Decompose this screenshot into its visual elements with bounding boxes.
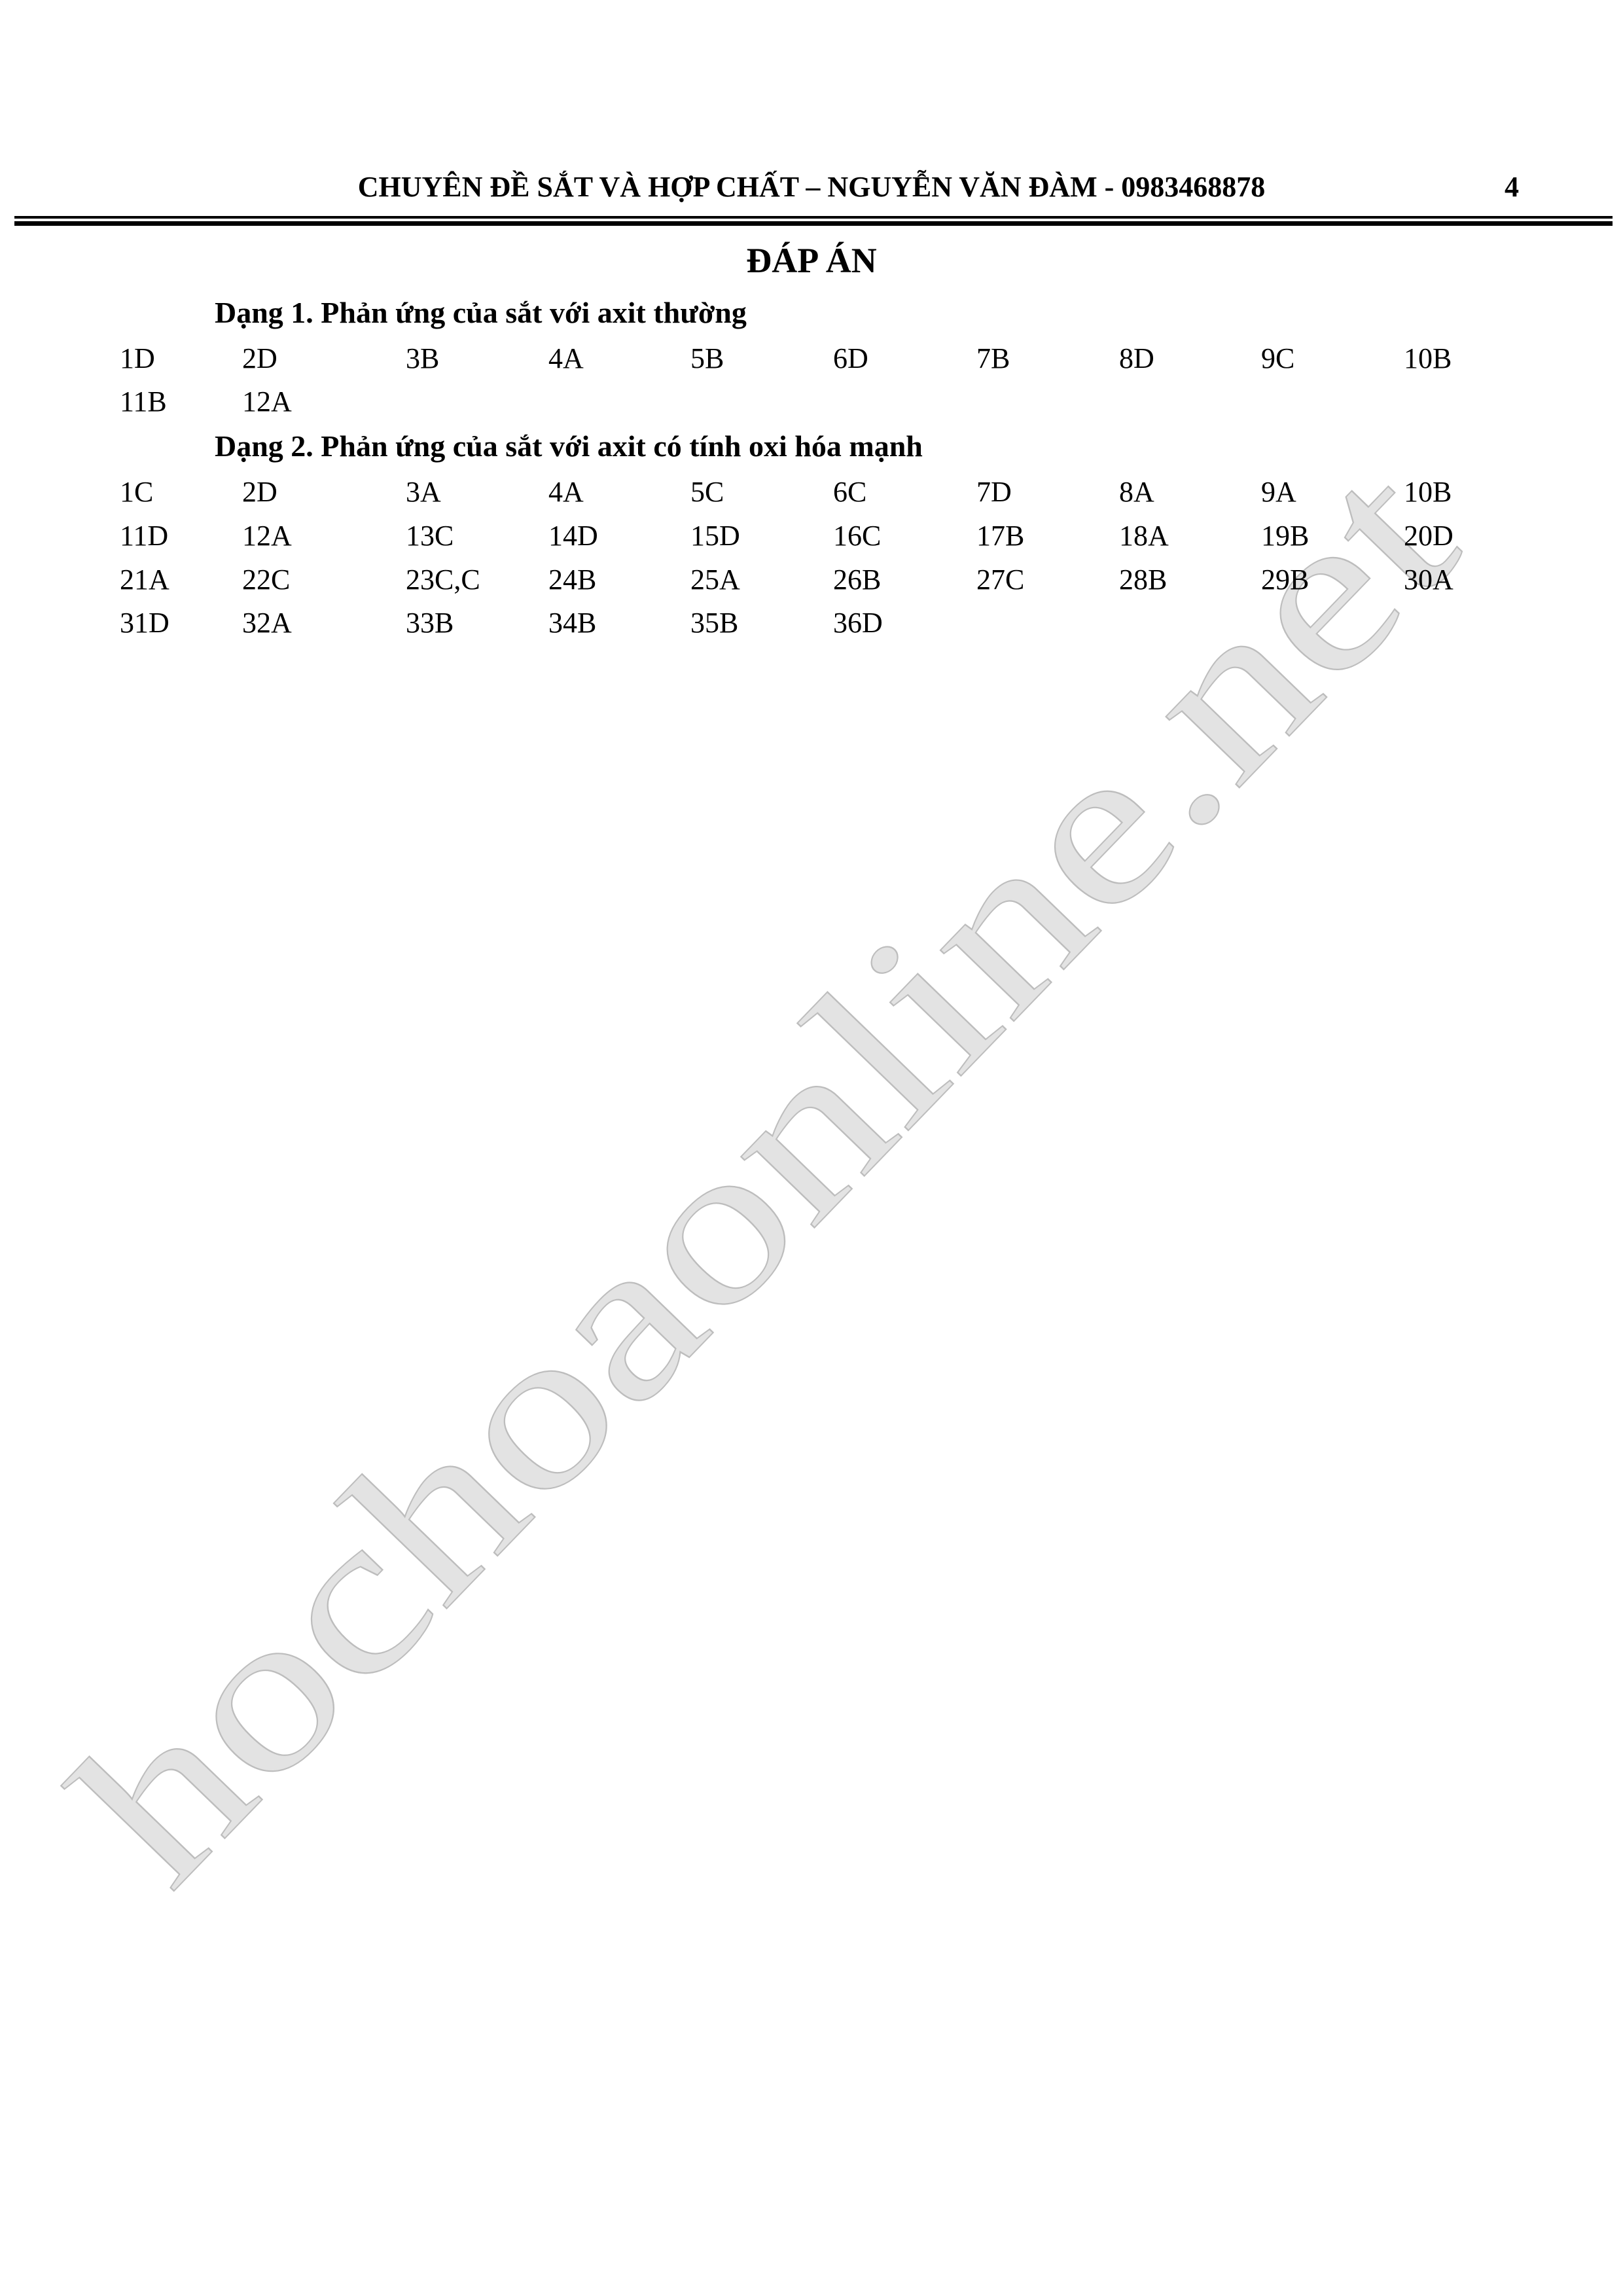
- answer-cell: 12A: [242, 386, 292, 418]
- answer-cell: 6D: [833, 342, 868, 374]
- answer-cell: 30A: [1404, 564, 1454, 596]
- answer-cell: 10B: [1404, 342, 1452, 374]
- answer-row: [0, 516, 1623, 556]
- answer-cell: 35B: [690, 607, 739, 639]
- answer-cell: 29B: [1261, 564, 1310, 596]
- header-rule-thin: [14, 216, 1613, 219]
- answer-cell: 1D: [120, 342, 155, 374]
- answer-cell: 19B: [1261, 520, 1310, 552]
- header-title: CHUYÊN ĐỀ SẮT VÀ HỢP CHẤT – NGUYỄN VĂN ĐÀM - 0983468878: [357, 171, 1266, 203]
- answer-cell: 6C: [833, 476, 867, 508]
- answer-cell: 2D: [242, 476, 277, 508]
- answer-cell: 15D: [690, 520, 740, 552]
- answer-cell: 34B: [548, 607, 597, 639]
- answer-cell: 22C: [242, 564, 291, 596]
- answer-cell: 26B: [833, 564, 882, 596]
- answer-cell: 18A: [1119, 520, 1169, 552]
- answer-cell: 7B: [976, 342, 1010, 374]
- answer-cell: 8D: [1119, 342, 1154, 374]
- answer-cell: 10B: [1404, 476, 1452, 508]
- answer-cell: 1C: [120, 476, 154, 508]
- answer-cell: 31D: [120, 607, 169, 639]
- answer-cell: 4A: [548, 342, 584, 374]
- answer-cell: 32A: [242, 607, 292, 639]
- answer-cell: 27C: [976, 564, 1025, 596]
- header-rule-thick: [14, 221, 1613, 226]
- answer-cell: 12A: [242, 520, 292, 552]
- answer-cell: 8A: [1119, 476, 1154, 508]
- answer-cell: 36D: [833, 607, 883, 639]
- answer-cell: 16C: [833, 520, 882, 552]
- answer-cell: 20D: [1404, 520, 1454, 552]
- answer-cell: 28B: [1119, 564, 1168, 596]
- watermark-text: hochoaonline.net: [27, 659, 1266, 1929]
- answer-cell: 17B: [976, 520, 1025, 552]
- answer-row: [0, 603, 1623, 643]
- answer-cell: 25A: [690, 564, 740, 596]
- answer-cell: 4A: [548, 476, 584, 508]
- answer-key-title: ĐÁP ÁN: [746, 241, 877, 280]
- answer-cell: 3B: [406, 342, 440, 374]
- answer-row: [0, 382, 1623, 422]
- answer-cell: 3A: [406, 476, 441, 508]
- answer-cell: 21A: [120, 564, 169, 596]
- answer-cell: 5C: [690, 476, 724, 508]
- answer-cell: 9C: [1261, 342, 1295, 374]
- answer-cell: 7D: [976, 476, 1012, 508]
- answer-cell: 5B: [690, 342, 724, 374]
- answer-row: [0, 339, 1623, 378]
- answer-row: [0, 560, 1623, 600]
- answer-row: [0, 473, 1623, 512]
- group-heading: Dạng 2. Phản ứng của sắt với axit có tính oxi hóa mạnh: [215, 429, 923, 463]
- answer-cell: 9A: [1261, 476, 1296, 508]
- answer-cell: 33B: [406, 607, 454, 639]
- answer-cell: 11B: [120, 386, 167, 418]
- answer-cell: 24B: [548, 564, 597, 596]
- answer-cell: 2D: [242, 342, 277, 374]
- page-number: 4: [1505, 171, 1519, 203]
- answer-cell: 14D: [548, 520, 598, 552]
- answer-cell: 13C: [406, 520, 454, 552]
- answer-cell: 23C,C: [406, 564, 480, 596]
- answer-cell: 11D: [120, 520, 169, 552]
- group-heading: Dạng 1. Phản ứng của sắt với axit thường: [215, 296, 747, 329]
